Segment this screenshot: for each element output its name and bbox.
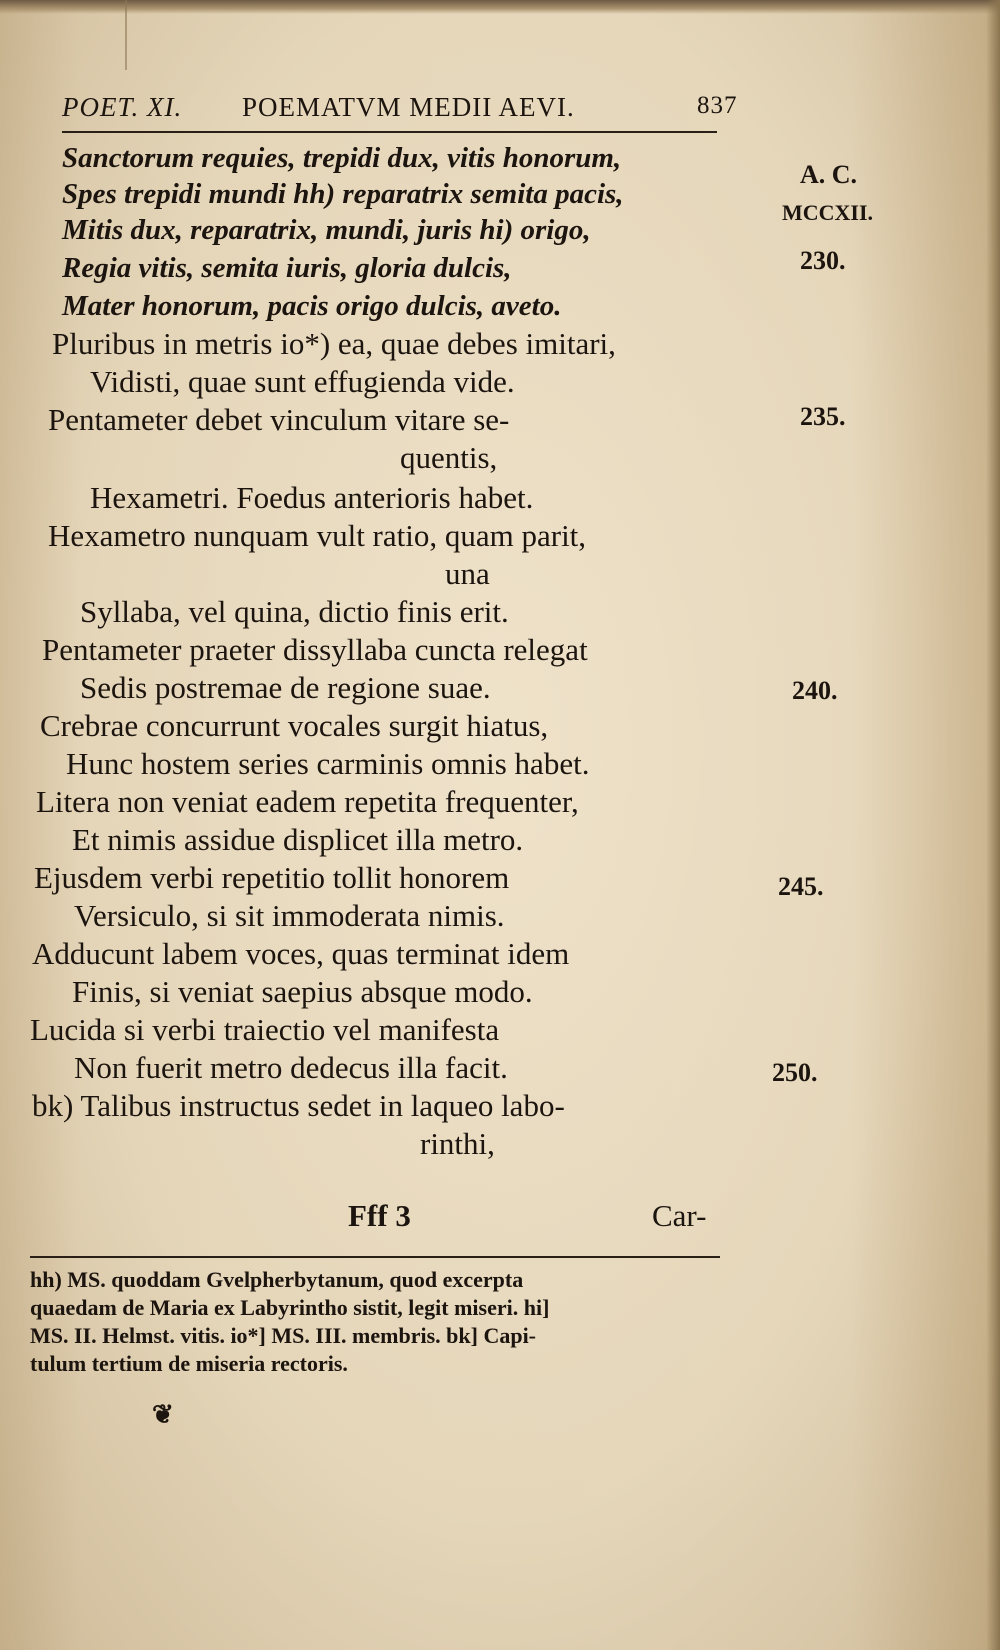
verse-line: Non fuerit metro dedecus illa facit. <box>74 1050 508 1085</box>
verse-line: Finis, si veniat saepius absque modo. <box>72 974 533 1009</box>
footnote-line: quaedam de Maria ex Labyrintho sistit, legit miseri. hi] <box>30 1295 550 1320</box>
margin-year-label: A. C. <box>800 160 858 189</box>
verse-line: Hunc hostem series carminis omnis habet. <box>66 746 590 781</box>
verse-line: Litera non veniat eadem repetita frequenter, <box>36 784 579 819</box>
verse-line: Adducunt labem voces, quas terminat idem <box>32 936 570 971</box>
verse-line: Sanctorum requies, trepidi dux, vitis honorum, <box>62 142 622 174</box>
page-number: 837 <box>697 92 738 119</box>
verse-line: Sedis postremae de regione suae. <box>80 670 491 705</box>
verse-line: Pentameter debet vinculum vitare se- <box>48 402 510 437</box>
verse-line: Pluribus in metris io*) ea, quae debes imitari, <box>52 326 616 361</box>
margin-line-number: 230. <box>800 246 846 275</box>
verse-line: Hexametro nunquam vult ratio, quam parit, <box>48 518 587 553</box>
verse-line: quentis, <box>400 440 498 475</box>
header-section: POET. XI. <box>62 92 183 122</box>
running-header <box>62 92 762 132</box>
verse-line: Crebrae concurrunt vocales surgit hiatus, <box>40 708 549 743</box>
fleuron-ornament: ❦ <box>152 1400 174 1430</box>
footnote-rule <box>30 1256 720 1258</box>
signature-mark: Fff 3 <box>348 1198 411 1233</box>
footnote-line: MS. II. Helmst. vitis. io*] MS. III. membris. bk] Capi- <box>30 1323 537 1348</box>
verse-line: Regia vitis, semita iuris, gloria dulcis, <box>62 252 512 284</box>
margin-year: MCCXII. <box>782 200 874 225</box>
header-title: POEMATVM MEDII AEVI. <box>242 92 575 122</box>
verse-line: Lucida si verbi traiectio vel manifesta <box>30 1012 500 1047</box>
footnote-line: hh) MS. quoddam Gvelpherbytanum, quod excerpta <box>30 1267 524 1292</box>
verse-line: Ejusdem verbi repetitio tollit honorem <box>34 860 510 895</box>
catchword: Car- <box>652 1198 707 1233</box>
verse-line: Hexametri. Foedus anterioris habet. <box>90 480 534 515</box>
header-rule <box>62 131 717 133</box>
verse-line: Mater honorum, pacis origo dulcis, aveto. <box>62 290 562 322</box>
verse-line: Mitis dux, reparatrix, mundi, juris hi) origo, <box>62 214 591 246</box>
page-top-edge <box>0 0 1000 14</box>
margin-line-number: 240. <box>792 676 838 705</box>
verse-line: Vidisti, quae sunt effugienda vide. <box>90 364 515 399</box>
verse-line: una <box>445 556 490 591</box>
verse-line: Pentameter praeter dissyllaba cuncta relegat <box>42 632 588 667</box>
verse-line: Syllaba, vel quina, dictio finis erit. <box>80 594 509 629</box>
page-right-edge <box>986 0 1000 1650</box>
margin-line-number: 245. <box>778 872 824 901</box>
verse-line: Spes trepidi mundi hh) reparatrix semita pacis, <box>62 178 624 210</box>
verse-line: Et nimis assidue displicet illa metro. <box>72 822 524 857</box>
margin-line-number: 235. <box>800 402 846 431</box>
verse-line: rinthi, <box>420 1126 495 1161</box>
margin-line-number: 250. <box>772 1058 818 1087</box>
footnote-line: tulum tertium de miseria rectoris. <box>30 1351 348 1376</box>
gutter-mark <box>125 0 127 70</box>
verse-line: bk) Talibus instructus sedet in laqueo labo- <box>32 1088 565 1123</box>
verse-line: Versiculo, si sit immoderata nimis. <box>74 898 505 933</box>
